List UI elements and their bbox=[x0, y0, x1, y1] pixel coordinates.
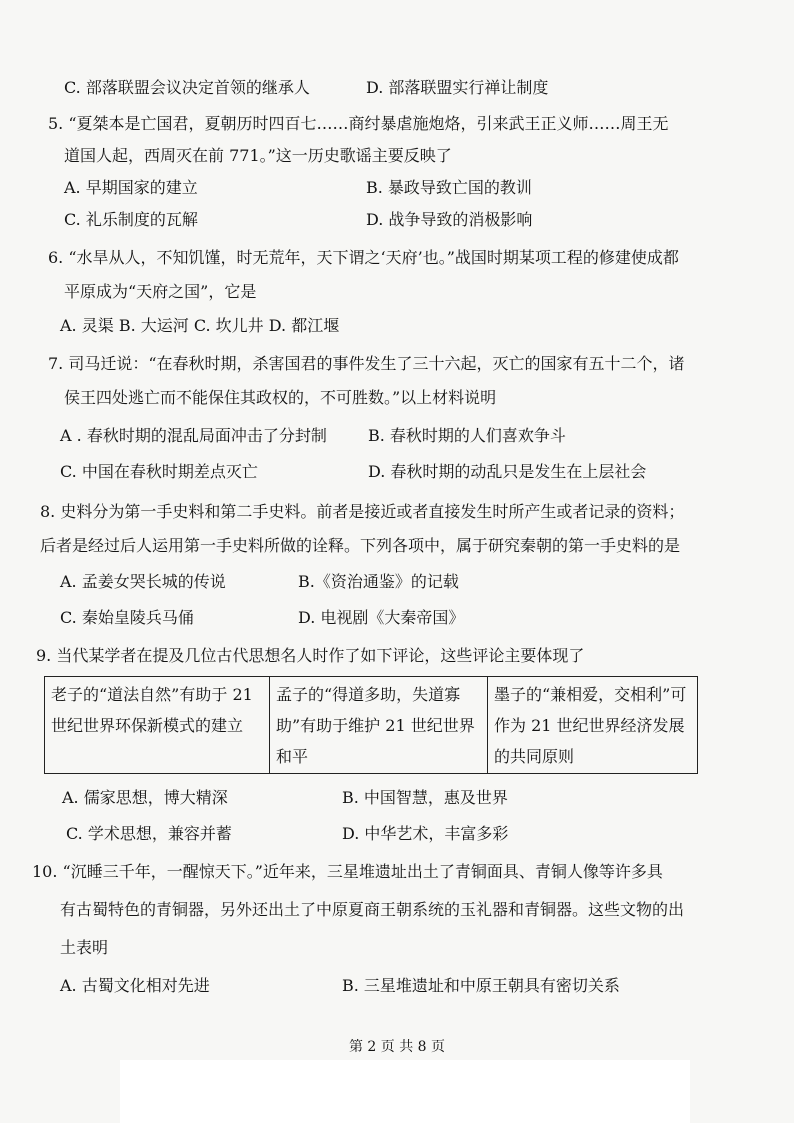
q4-option-c: C. 部落联盟会议决定首领的继承人 bbox=[64, 78, 310, 97]
q9-cell-laozi: 老子的“道法自然”有助于 21 世纪世界环保新模式的建立 bbox=[45, 677, 270, 774]
q8-option-c: C. 秦始皇陵兵马俑 bbox=[60, 608, 194, 627]
q5-option-c: C. 礼乐制度的瓦解 bbox=[64, 210, 198, 229]
q7-option-b: B. 春秋时期的人们喜欢争斗 bbox=[368, 426, 566, 445]
q5-option-a: A. 早期国家的建立 bbox=[64, 178, 198, 197]
q8-stem-line2: 后者是经过后人运用第一手史料所做的诠释。下列各项中，属于研究秦朝的第一手史料的是 bbox=[40, 536, 681, 555]
q8-option-d: D. 电视剧《大秦帝国》 bbox=[298, 608, 465, 627]
q9-quote-table bbox=[44, 676, 698, 774]
q7-option-d: D. 春秋时期的动乱只是发生在上层社会 bbox=[368, 462, 647, 481]
q9-option-c: C. 学术思想，兼容并蓄 bbox=[66, 824, 232, 843]
q6-stem-line2: 平原成为“天府之国”，它是 bbox=[64, 282, 257, 301]
q7-option-a: A . 春秋时期的混乱局面冲击了分封制 bbox=[60, 426, 327, 445]
q7-stem-line1: 7. 司马迁说：“在春秋时期，杀害国君的事件发生了三十六起，灭亡的国家有五十二个，诸 bbox=[48, 354, 685, 373]
q5-stem-line2: 道国人起，西周灭在前 771。”这一历史歌谣主要反映了 bbox=[64, 146, 452, 165]
page-footer: 第 2 页 共 8 页 bbox=[348, 1039, 446, 1055]
q8-option-a: A. 孟姜女哭长城的传说 bbox=[60, 572, 226, 591]
bottom-blank-area bbox=[120, 1060, 690, 1123]
q9-option-b: B. 中国智慧，惠及世界 bbox=[342, 788, 508, 807]
q9-cell-mozi: 墨子的“兼相爱，交相利”可作为 21 世纪世界经济发展的共同原则 bbox=[488, 677, 698, 774]
q6-options: A. 灵渠 B. 大运河 C. 坎儿井 D. 都江堰 bbox=[60, 316, 340, 335]
q10-option-b: B. 三星堆遗址和中原王朝具有密切关系 bbox=[342, 976, 620, 995]
q7-option-c: C. 中国在春秋时期差点灭亡 bbox=[60, 462, 258, 481]
q10-stem-line3: 土表明 bbox=[60, 938, 109, 957]
q9-stem: 9. 当代某学者在提及几位古代思想名人时作了如下评论，这些评论主要体现了 bbox=[36, 646, 585, 665]
q9-option-d: D. 中华艺术，丰富多彩 bbox=[342, 824, 509, 843]
q10-stem-line1: 10. “沉睡三千年，一醒惊天下。”近年来，三星堆遗址出土了青铜面具、青铜人像等许多具 bbox=[32, 862, 663, 881]
q5-option-b: B. 暴政导致亡国的教训 bbox=[366, 178, 532, 197]
q7-stem-line2: 侯王四处逃亡而不能保住其政权的，不可胜数。”以上材料说明 bbox=[64, 388, 497, 407]
q5-option-d: D. 战争导致的消极影响 bbox=[366, 210, 533, 229]
q6-stem-line1: 6. “水旱从人，不知饥馑，时无荒年，天下谓之‘天府’也。”战国时期某项工程的修建使成都 bbox=[48, 248, 679, 267]
q9-option-a: A. 儒家思想，博大精深 bbox=[62, 788, 228, 807]
q10-option-a: A. 古蜀文化相对先进 bbox=[60, 976, 210, 995]
q9-cell-mengzi: 孟子的“得道多助，失道寡助”有助于维护 21 世纪世界和平 bbox=[270, 677, 488, 774]
q5-stem-line1: 5. “夏桀本是亡国君，夏朝历时四百七……商纣暴虐施炮烙，引来武王正义师……周王无 bbox=[48, 114, 669, 133]
q8-stem-line1: 8. 史料分为第一手史料和第二手史料。前者是接近或者直接发生时所产生或者记录的资料； bbox=[40, 502, 685, 521]
q10-stem-line2: 有古蜀特色的青铜器，另外还出土了中原夏商王朝系统的玉礼器和青铜器。这些文物的出 bbox=[60, 900, 685, 919]
q4-option-d: D. 部落联盟实行禅让制度 bbox=[366, 78, 549, 97]
q8-option-b: B.《资治通鉴》的记载 bbox=[298, 572, 459, 591]
